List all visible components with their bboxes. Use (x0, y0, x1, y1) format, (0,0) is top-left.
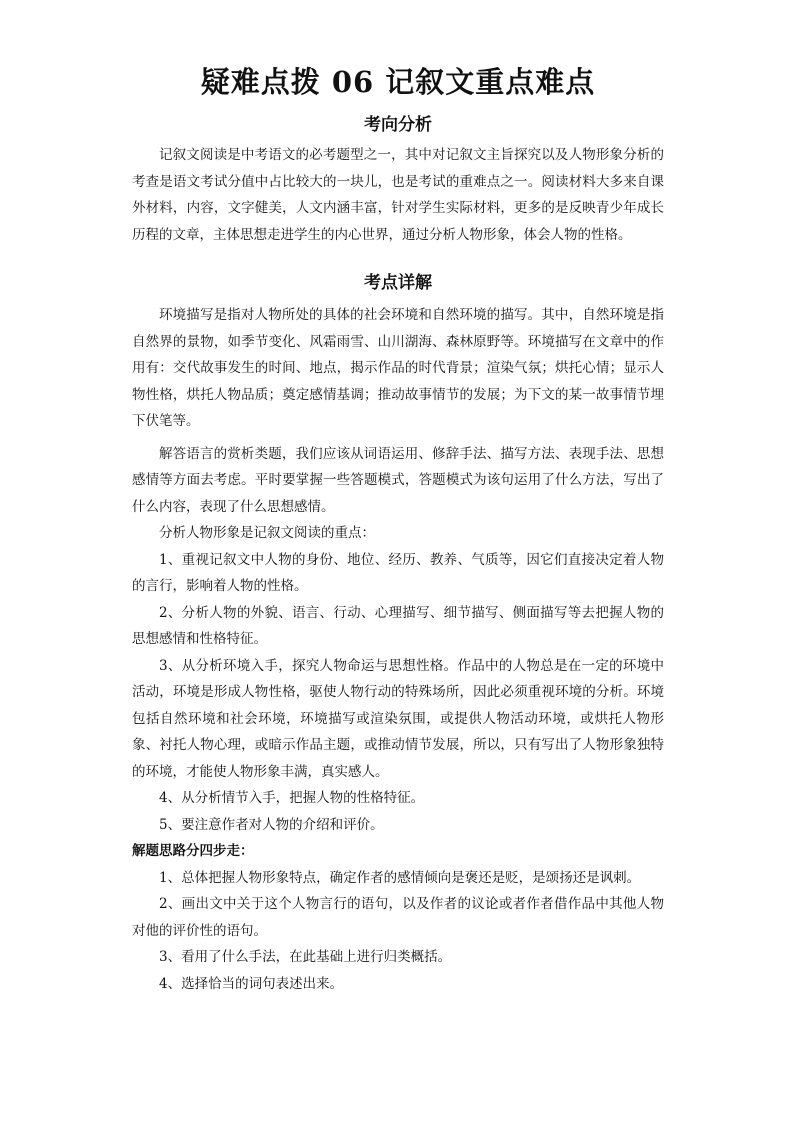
page-title: 疑难点拨 06 记叙文重点难点 (200, 65, 596, 99)
steps-heading: 解题思路分四步走： (132, 843, 254, 859)
character-intro-paragraph: 分析人物形象是记叙文阅读的重点： (159, 525, 375, 541)
document-content (132, 62, 664, 997)
character-point-3: 3、从分析环境入手，探究人物命运与思想性格。作品中的人物总是在一定的环境中活动，环境是形成人物性格，驱使人物行动的特殊场所，因此必须重视环境的分析。环境包括自然环境和社会环境，环境描写或渲染氛围，或提供人物活动环境，或烘托人物形象、衬托人物心理，或暗示作品主题，或推动情节发展，所以，只有写出了人物形象独特的环境，才能使人物形象丰满，真实感人。 (132, 657, 664, 780)
step-1: 1、总体把握人物形象特点，确定作者的感情倾向是褒还是贬，是颂扬还是讽刺。 (159, 869, 641, 886)
analysis-paragraph: 记叙文阅读是中考语文的必考题型之一，其中对记叙文主旨探究以及人物形象分析的考查是语文考试分值中占比较大的一块儿，也是考试的重难点之一。阅读材料大多来自课外材料，内容，文字健美，人文内涵丰富，针对学生实际材料，更多的是反映青少年成长历程的文章，主体思想走进学生的内心世界，通过分析人物形象，体会人物的性格。 (132, 147, 664, 243)
step-3: 3、看用了什么手法，在此基础上进行归类概括。 (159, 949, 452, 965)
step-4: 4、选择恰当的词句表述出来。 (159, 975, 344, 992)
section-heading-analysis: 考向分析 (364, 115, 432, 135)
section-heading-details: 考点详解 (364, 273, 432, 293)
step-2: 2、画出文中关于这个人物言行的语句，以及作者的议论或者作者借作品中其他人物对他的评价性的语句。 (132, 896, 664, 939)
language-paragraph: 解答语言的赏析类题，我们应该从词语运用、修辞手法、描写方法、表现手法、思想感情等方面去考虑。平时要掌握一些答题模式，答题模式为该句运用了什么方法，写出了什么内容，表现了什么思想感情。 (132, 445, 664, 515)
character-point-5: 5、要注意作者对人物的介绍和评价。 (159, 816, 384, 833)
character-point-4: 4、从分析情节入手，把握人物的性格特征。 (159, 790, 425, 806)
character-point-2: 2、分析人物的外貌、语言、行动、心理描写、细节描写、侧面描写等去把握人物的思想感情和性格特征。 (132, 604, 664, 647)
character-point-1: 1、重视记叙文中人物的身份、地位、经历、教养、气质等，因它们直接决定着人物的言行，影响着人物的性格。 (132, 551, 664, 594)
environment-paragraph: 环境描写是指对人物所处的具体的社会环境和自然环境的描写。其中，自然环境是指自然界的景物，如季节变化、风霜雨雪、山川湖海、森林原野等。环境描写在文章中的作用有：交代故事发生的时间、地点，揭示作品的时代背景；渲染气氛；烘托心情；显示人物性格，烘托人物品质；奠定感情基调；推动故事情节的发展；为下文的某一故事情节埋下伏笔等。 (132, 307, 664, 429)
